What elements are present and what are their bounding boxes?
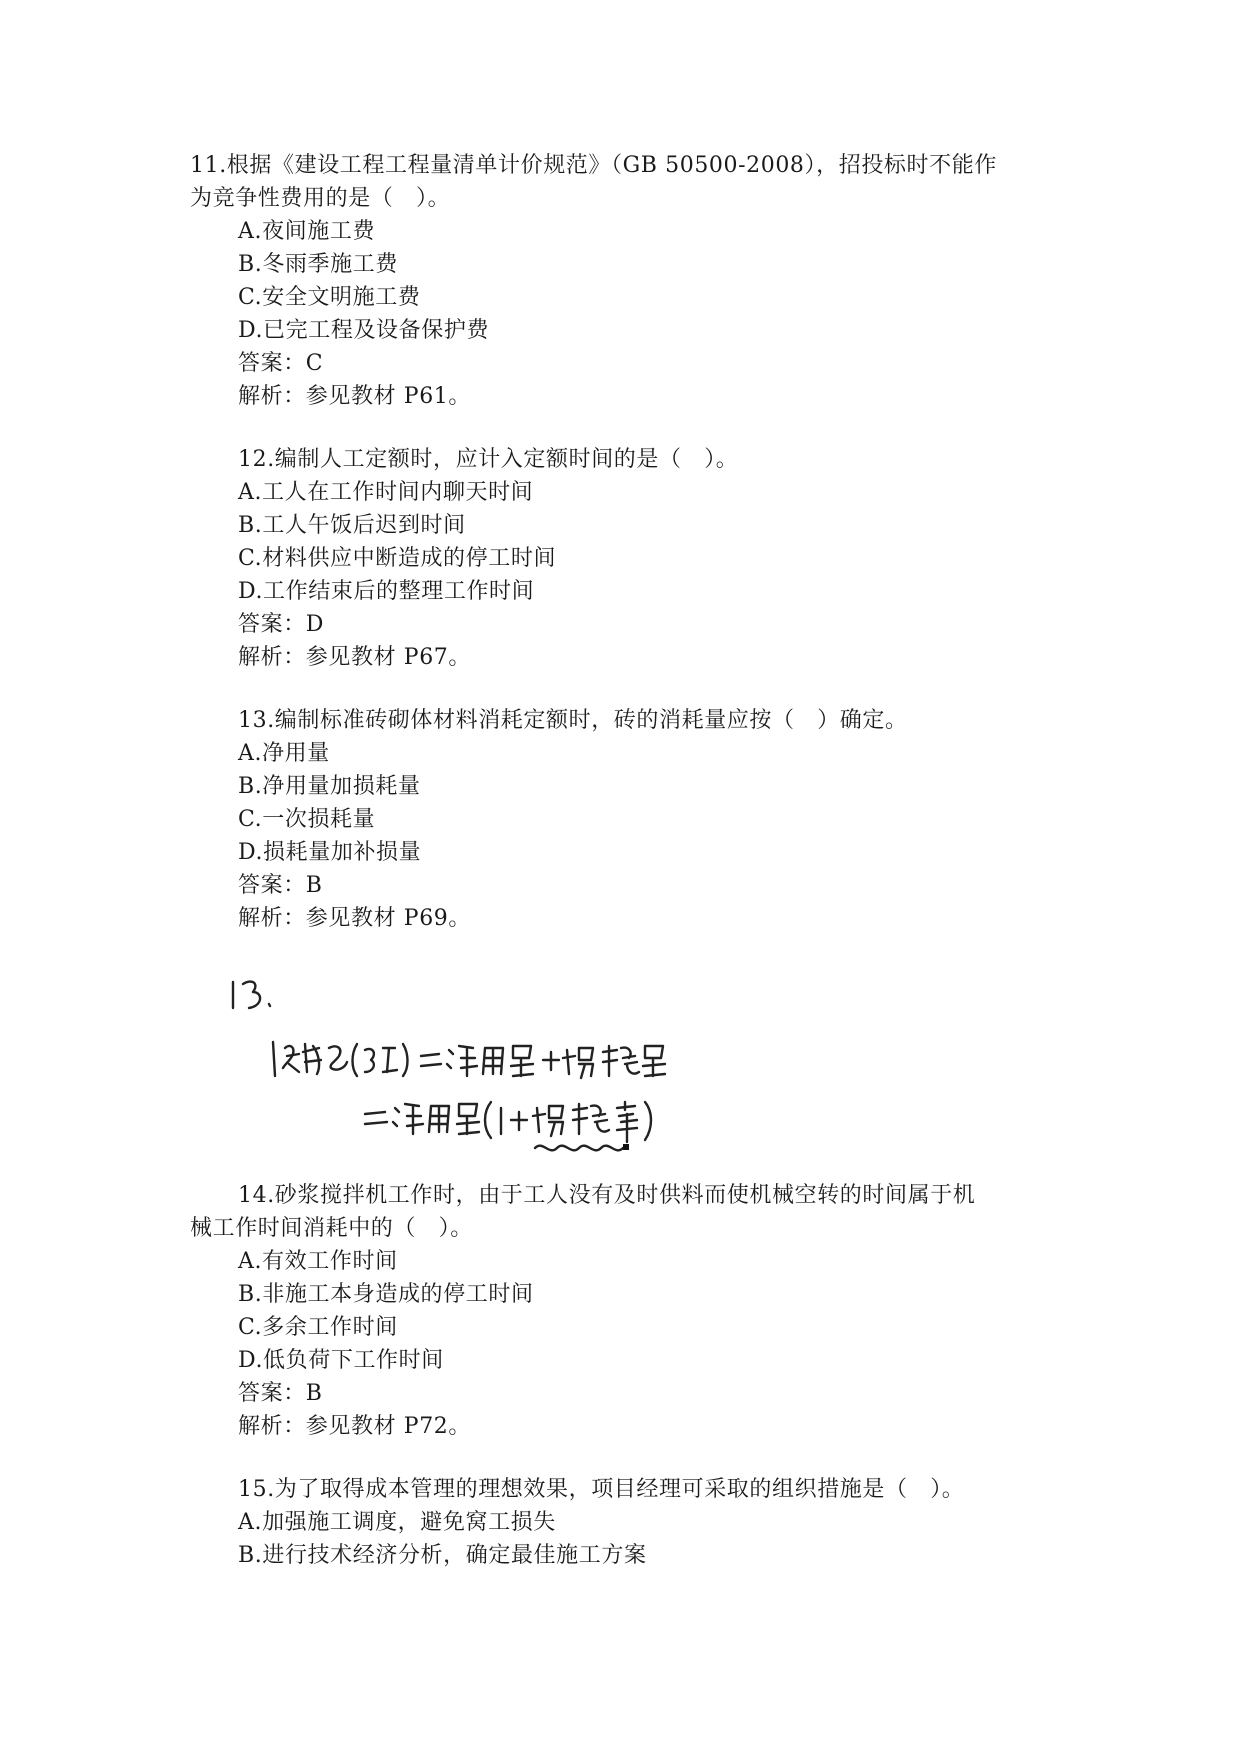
- question-12-answer: 答案：D: [238, 612, 325, 637]
- question-13-option-d: D.损耗量加补损量: [238, 840, 422, 865]
- question-11-analysis: 解析：参见教材 P61。: [238, 384, 471, 409]
- question-14-option-d: D.低负荷下工作时间: [238, 1348, 444, 1373]
- question-13-stem: 13.编制标准砖砌体材料消耗定额时，砖的消耗量应按（ ）确定。: [238, 708, 908, 733]
- question-12-option-c: C.材料供应中断造成的停工时间: [238, 546, 557, 571]
- question-11-stem-line1: 11.根据《建设工程工程量清单计价规范》（GB 50500-2008），招投标时不能作: [190, 153, 997, 178]
- question-13-option-a: A.净用量: [238, 741, 330, 766]
- question-12-stem: 12.编制人工定额时，应计入定额时间的是（ ）。: [238, 447, 739, 472]
- handwritten-note-drawing: [225, 968, 745, 1178]
- question-14-option-b: B.非施工本身造成的停工时间: [238, 1282, 534, 1307]
- question-14-stem-line1: 14.砂浆搅拌机工作时，由于工人没有及时供料而使机械空转的时间属于机: [238, 1183, 976, 1208]
- question-12-option-d: D.工作结束后的整理工作时间: [238, 579, 535, 604]
- question-14-answer: 答案：B: [238, 1381, 323, 1406]
- question-15-option-a: A.加强施工调度，避免窝工损失: [238, 1510, 556, 1535]
- question-11-stem-line2: 为竞争性费用的是（ ）。: [190, 186, 451, 211]
- question-15-option-b: B.进行技术经济分析，确定最佳施工方案: [238, 1543, 647, 1568]
- question-11-option-c: C.安全文明施工费: [238, 285, 421, 310]
- question-13-answer: 答案：B: [238, 873, 323, 898]
- question-12-option-b: B.工人午饭后迟到时间: [238, 513, 466, 538]
- question-14-option-a: A.有效工作时间: [238, 1249, 398, 1274]
- question-12-analysis: 解析：参见教材 P67。: [238, 645, 471, 670]
- question-11-answer: 答案：C: [238, 351, 324, 376]
- handwritten-dot: [623, 1144, 629, 1150]
- question-15-stem: 15.为了取得成本管理的理想效果，项目经理可采取的组织措施是（ ）。: [238, 1477, 965, 1502]
- handwritten-note: [225, 968, 745, 1178]
- question-13-option-c: C.一次损耗量: [238, 807, 376, 832]
- question-12-option-a: A.工人在工作时间内聊天时间: [238, 480, 534, 505]
- question-14-analysis: 解析：参见教材 P72。: [238, 1414, 471, 1439]
- question-13-option-b: B.净用量加损耗量: [238, 774, 421, 799]
- question-11-option-b: B.冬雨季施工费: [238, 252, 398, 277]
- question-11-option-d: D.已完工程及设备保护费: [238, 318, 490, 343]
- question-14-stem-line2: 械工作时间消耗中的（ ）。: [190, 1216, 473, 1241]
- question-11-option-a: A.夜间施工费: [238, 219, 376, 244]
- question-14-option-c: C.多余工作时间: [238, 1315, 398, 1340]
- question-13-analysis: 解析：参见教材 P69。: [238, 906, 471, 931]
